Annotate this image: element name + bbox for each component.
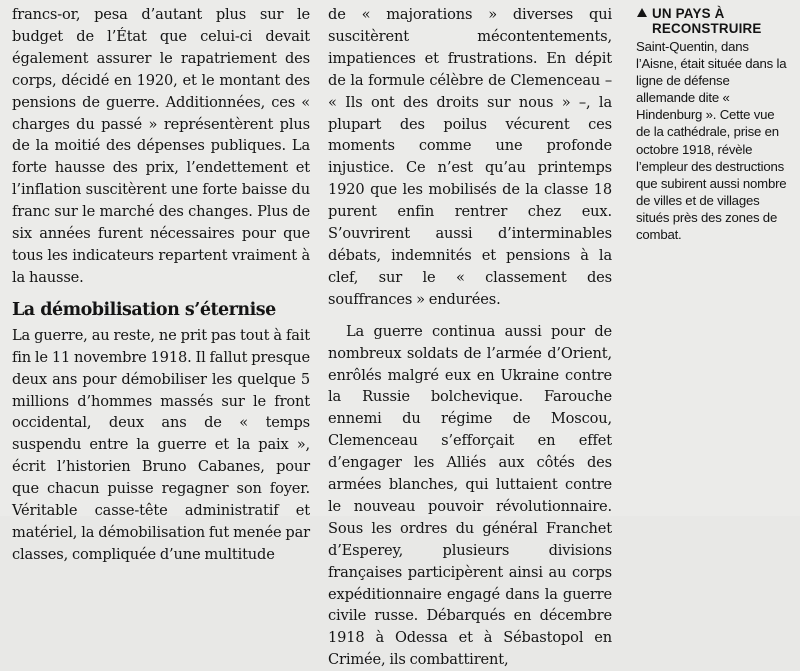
- body-paragraph: francs-or, pesa d’autant plus sur le budget de l’État que celui-ci devait également assurer le rapatriement des corps, décidé en 1920, et le montant des pensions de guerre. Additionnées, ces « charges du passé » représentèrent plus de la moitié des dépenses publiques. La forte hausse des prix, l’endettement et l’inflation suscitèrent une forte baisse du franc sur le marché des changes. Plus de six années furent nécessaires pour que tous les indicateurs repartent vraiment à la hausse.: [12, 6, 310, 286]
- body-paragraph: de « majorations » diverses qui suscitèrent mécontentements, impatiences et frustrations. En dépit de la formule célèbre de Clemenceau – « Ils ont des droits sur nous » –, la plupart des poilus vécurent ces moments comme une profonde injustice. Ce n’est qu’au printemps 1920 que les mobilisés de la classe 18 purent enfin rentrer chez eux. S’ouvrirent aussi d’interminables débats, indemnités et pensions à la clef, sur le « classement des souffrances » endurées.: [328, 6, 612, 308]
- caption-heading: [636, 6, 788, 36]
- body-paragraph: La guerre, au reste, ne prit pas tout à fait fin le 11 novembre 1918. Il fallut presque deux ans pour démobiliser les quelque 5 millions d’hommes massés sur le front occidental, deux ans de « temps suspendu entre la guerre et la paix », écrit l’historien Bruno Cabanes, pour que chacun puisse regagner son foyer. Véritable casse-tête administratif et matériel, la démobilisation fut menée par classes, compliquée d’une multitude: [12, 326, 310, 563]
- article-column-middle: [328, 4, 612, 671]
- caption-heading-text: UN PAYS À RECONSTRUIRE: [652, 6, 762, 36]
- article-column-left: [12, 4, 310, 566]
- triangle-up-icon: [637, 8, 647, 17]
- photo-caption-sidebar: [636, 4, 788, 243]
- section-subheading: La démobilisation s’éternise: [12, 299, 276, 320]
- body-paragraph: La guerre continua aussi pour de nombreux soldats de l’armée d’Orient, enrôlés malgré eux en Ukraine contre la Russie bolchevique. Farouche ennemi du régime de Moscou, Clemenceau s’efforçait en effet d’engager les Alliés aux côtés des armées blanches, qui luttaient contre le nouveau pouvoir révolutionnaire. Sous les ordres du général Franchet d’Esperey, plusieurs divisions françaises participèrent ainsi au corps expéditionnaire engagé dans la guerre civile russe. Débarqués en décembre 1918 à Odessa et à Sébastopol en Crimée, ils combattirent,: [328, 322, 612, 669]
- caption-text: Saint-Quentin, dans l’Aisne, était située dans la ligne de défense allemande dite « Hindenburg ». Cette vue de la cathédrale, prise en octobre 1918, révèle l’empleur des destructions que subirent aussi nombre de villes et de villages situés près des zones de combat.: [636, 39, 787, 243]
